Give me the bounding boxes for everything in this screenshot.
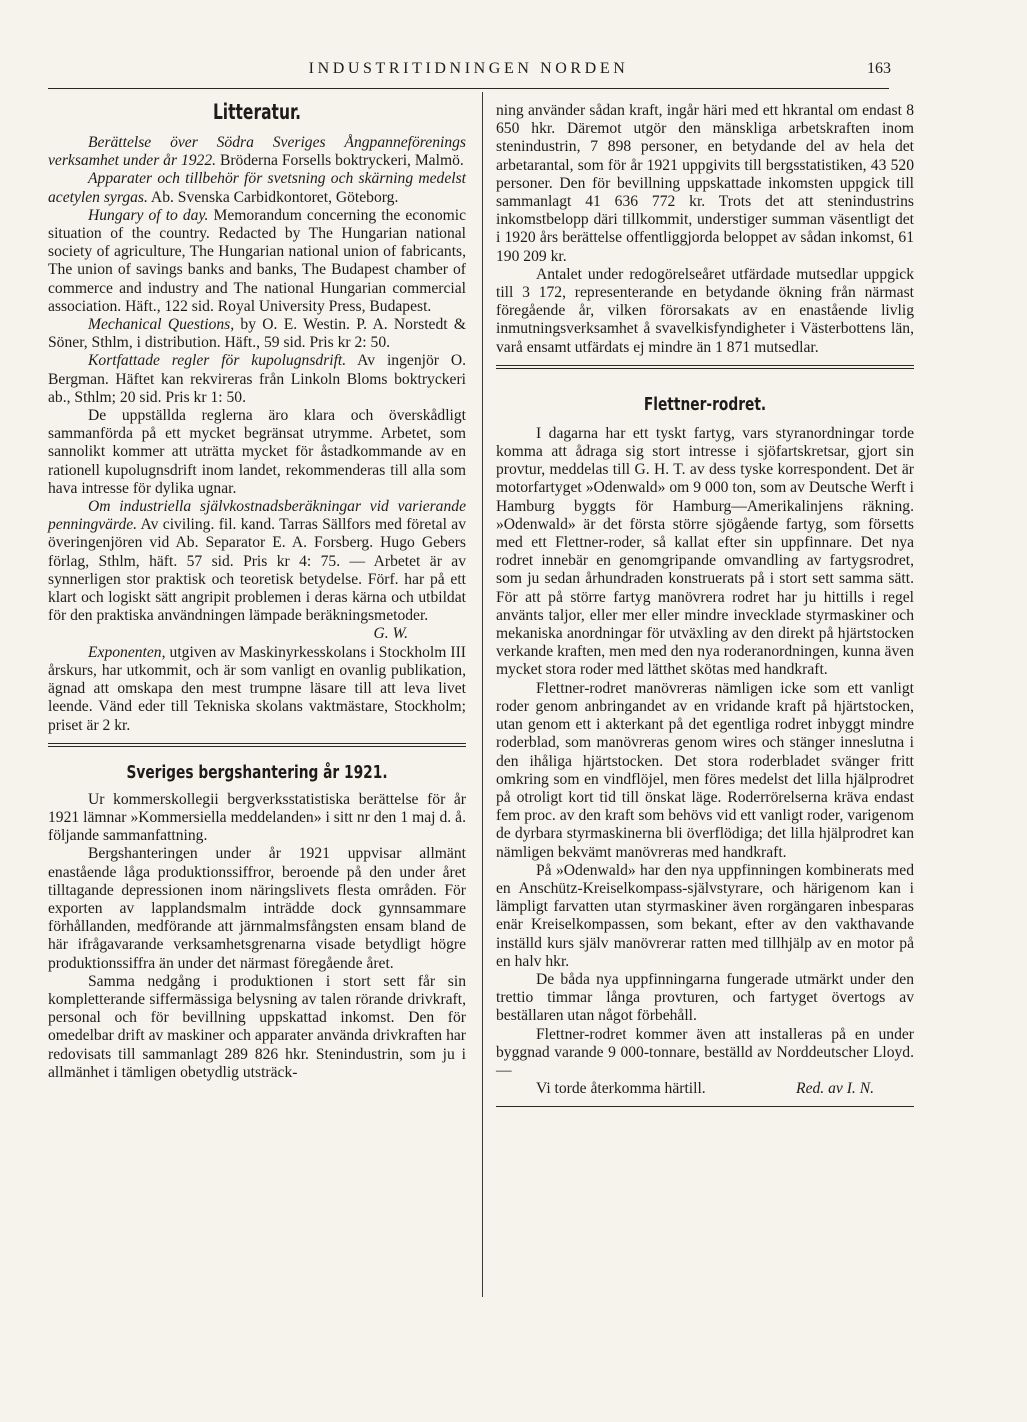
- bergs-continuation: ning använder sådan kraft, ingår häri med ett hkrantal om endast 8 650 hkr. Däremot utgör den mänskliga arbetskraften inom stenindustrin, 7 898 personer, en betydande del av hela det arbetarantal, som för år 1921 uppgivits till bergsstatistiken, 43 520 personer. Den för bevillning uppskattade inkomsten uppgick till sammanlagt 41 636 772 kr. Trots det att stenindustrins inkomstbelopp däri tillkommit, understiger summan väsentligt det i 1920 års berättelse offentliggjorda beloppet av sådan inkomst, 61 190 209 kr.: [496, 102, 914, 265]
- litteratur-heading: Litteratur.: [212, 100, 302, 124]
- entry-details: Av civiling. fil. kand. Tarras Sällfors med företal av överingenjören vid Ab. Separator E. A. Forsberg. Hugo Gebers förlag, Sthlm, häft. 57 sid. Pris kr 4: 75. — Arbetet är av synnerligen stor praktisk och teoretisk betydelse. Förf. har på ett klart och logiskt sätt angripit problemen i deras kärna och utbildat för den praktiska användningen lämpade beräkningsmetoder.: [48, 516, 466, 625]
- end-rule: [496, 1106, 914, 1107]
- entry-title: Mechanical Questions,: [88, 316, 235, 334]
- litteratur-entry: [48, 316, 466, 352]
- page-number: 163: [867, 60, 891, 77]
- litteratur-entry: [48, 207, 466, 316]
- entry-details: Ab. Svenska Carbidkontoret, Göteborg.: [147, 188, 399, 206]
- header-rule: [48, 88, 889, 89]
- bergs-paragraph: Antalet under redogörelseåret utfärdade mutsedlar uppgick till 3 172, representerande en betydande ökning från närmast föregående år, vilken förorsakats av en enastående livlig inmutningsverksamhet å svavelkisfyndigheter i Västerbottens län, varå ensamt utfärdats ej mindre än 1 871 mutsedlar.: [496, 265, 914, 356]
- kupol-review: De uppställda reglerna äro klara och överskådligt sammanförda på ett mycket begränsat utrymme. Arbetet, som sannolikt kommer att uträtta mycket för åstadkommande av en rationell kupolugnsdrift inom landet, rekommenderas till alla som hava intresse för dylika ugnar.: [48, 407, 466, 497]
- bergs-paragraph: Ur kommerskollegii bergverksstatistiska berättelse för år 1921 lämnar »Kommersiella meddelanden» i sitt nr den 1 maj d. å. följande sammanfattning.: [48, 790, 466, 845]
- flettner-heading: Flettner-rodret.: [643, 393, 767, 415]
- entry-title: Apparater och tillbehör för svetsning och skärning medelst acetylen syrgas.: [48, 170, 466, 206]
- bergs-paragraph: Bergshanteringen under år 1921 uppvisar allmänt enastående låga produktionssiffror, beroende på den under året tilltagande depressionen inom näringslivets flesta områden. För exporten av lapplandsmalm inträdde dock gynnsammare förhållanden, medförande att järnmalmsfångsten ensam bland de här ifrågavarande verksamhetsgrenarna visade betydligt högre produktionssiffra än under det närmast föregående året.: [48, 845, 466, 972]
- entry-details: utgiven av Maskinyrkesskolans i Stockholm III årskurs, har utkommit, och är som vanligt en ovanlig publikation, ägnad att omskapa den mest trumpne läsare till att leva livet leende. Vänd eder till Tekniska skolans vaktmästare, Stockholm; priset är 2 kr.: [48, 643, 466, 734]
- entry-title: Hungary of to day.: [88, 206, 209, 224]
- reviewer-signature: G. W.: [373, 625, 408, 643]
- journal-title: INDUSTRITIDNINGEN NORDEN: [308, 60, 629, 77]
- litteratur-entry: [48, 644, 466, 735]
- entry-details: Av ingenjör O. Bergman. Häftet kan rekvireras från Linkoln Bloms boktryckeri ab., Sthlm; 20 sid. Pris kr 1: 50.: [48, 352, 466, 406]
- entry-title: Exponenten,: [88, 643, 166, 661]
- entry-title: Berättelse över Södra Sveriges Ångpanneförenings verksamhet under år 1922.: [48, 134, 466, 170]
- flettner-paragraph: Flettner-rodret kommer även att installeras på en under byggnad varande 9 000-tonnare, beställd av Norddeutscher Lloyd. —: [496, 1025, 914, 1079]
- entry-details: Memorandum concerning the economic situation of the country. Redacted by The Hungarian national society of agriculture, The Hungarian national union of fabricants, The union of savings banks and banks, The Budapest chamber of commerce and industry and The national Hungarian commercial association. Häft., 122 sid. Royal University Press, Budapest.: [48, 206, 466, 315]
- flettner-closing: Vi torde återkomma härtill.: [536, 1080, 706, 1098]
- left-column: [48, 98, 466, 1082]
- flettner-paragraph: I dagarna har ett tyskt fartyg, vars styranordningar torde komma att ådraga sig stort intresse i sjöfartskretsar, gjort sin provtur, meddelas till G. H. T. av dess tyske korrespondent. Det är motorfartyget »Odenwald» om 9 000 ton, som av Deutsche Werft i Hamburg byggts för Hamburg—Amerikalinjens räkning. »Odenwald» är det första större sjögående fartyg, som försetts med ett Flettner-roder, så kallat efter sin uppfinnare. Det nya rodret innebär en genomgripande omvandling av fartygsrodret, som ju sedan århundraden konstruerats på i stort sett samma sätt. För att på större fartyg manövrera rodret har ju hittills i regel använts taljor, eller mer eller mindre invecklade styrmaskiner och mekaniska anordningar för utväxling av den direkt på hjärtstocken verkande kraften, men med den nya roderanordningen, kunna även mycket stora roder med lätthet skötas med handkraft.: [496, 424, 914, 679]
- column-divider: [482, 92, 483, 1297]
- entry-details: Bröderna Forsells boktryckeri, Malmö.: [216, 152, 464, 170]
- flettner-paragraph: På »Odenwald» har den nya uppfinningen kombinerats med en Anschütz-Kreiselkompass-självstyrare, och härigenom kan i lämpligt farvatten utan styrmaskiner även rorgängaren inbesparas enär Kreiselkompassen, som bekant, efter av den vakthavande inställd kurs själv manövrerar ratten med tillhjälp av en motor på en halv hkr.: [496, 861, 914, 970]
- litteratur-entry: [48, 498, 466, 625]
- flettner-paragraph: Flettner-rodret manövreras nämligen icke som ett vanligt roder genom anbringandet av en vridande kraft på hjärtstocken, utan genom ett i akterkant på det egentliga rodret inbyggt mindre roderblad, som manövreras genom wires och stänger inneslutna i den ihåliga hjärtstocken. Det stora roderbladet svänger fritt omkring som en vindflöjel, men föres medelst det lilla hjälprodret på otroligt kort tid till önskat läge. Roderrörelserna kräva endast fem proc. av den kraft som behövs vid ett vanligt roder, varigenom de dyrbara styrmaskinerna bli överflödiga; det lilla hjälprodret kan nämligen bekvämt manövreras med handkraft.: [496, 679, 914, 861]
- litteratur-entry: [48, 352, 466, 407]
- running-header: [48, 60, 889, 86]
- bergs-heading: Sveriges bergshantering år 1921.: [126, 761, 388, 783]
- flettner-closing-line: [496, 1080, 914, 1098]
- litteratur-entry: [48, 134, 466, 170]
- flettner-paragraph: De båda nya uppfinningarna fungerade utmärkt under den trettio timmar långa provturen, och fartyget övertogs av beställaren utan något förbehåll.: [496, 970, 914, 1025]
- litteratur-entry: [48, 170, 466, 206]
- right-column: [496, 102, 914, 1107]
- bergs-paragraph: Samma nedgång i produktionen i stort sett får sin kompletterande siffermässiga belysning av talen rörande drivkraft, personal och för bevillning uppskattad inkomst. Den för omedelbar drift av maskiner och apparater använda drivkraften har redovisats till sammanlagt 289 826 hkr. Stenindustrin, som ju i allmänhet i tämligen obetydlig utsträck-: [48, 972, 466, 1081]
- entry-details: by O. E. Westin. P. A. Norstedt & Söner, Sthlm, i distribution. Häft., 59 sid. Pris kr 2: 50.: [48, 316, 467, 352]
- entry-title: Kortfattade regler för kupolugnsdrift.: [88, 352, 347, 370]
- editor-signature: Red. av I. N.: [796, 1080, 874, 1098]
- entry-title: Om industriella självkostnadsberäkningar vid varierande penningvärde.: [48, 498, 466, 534]
